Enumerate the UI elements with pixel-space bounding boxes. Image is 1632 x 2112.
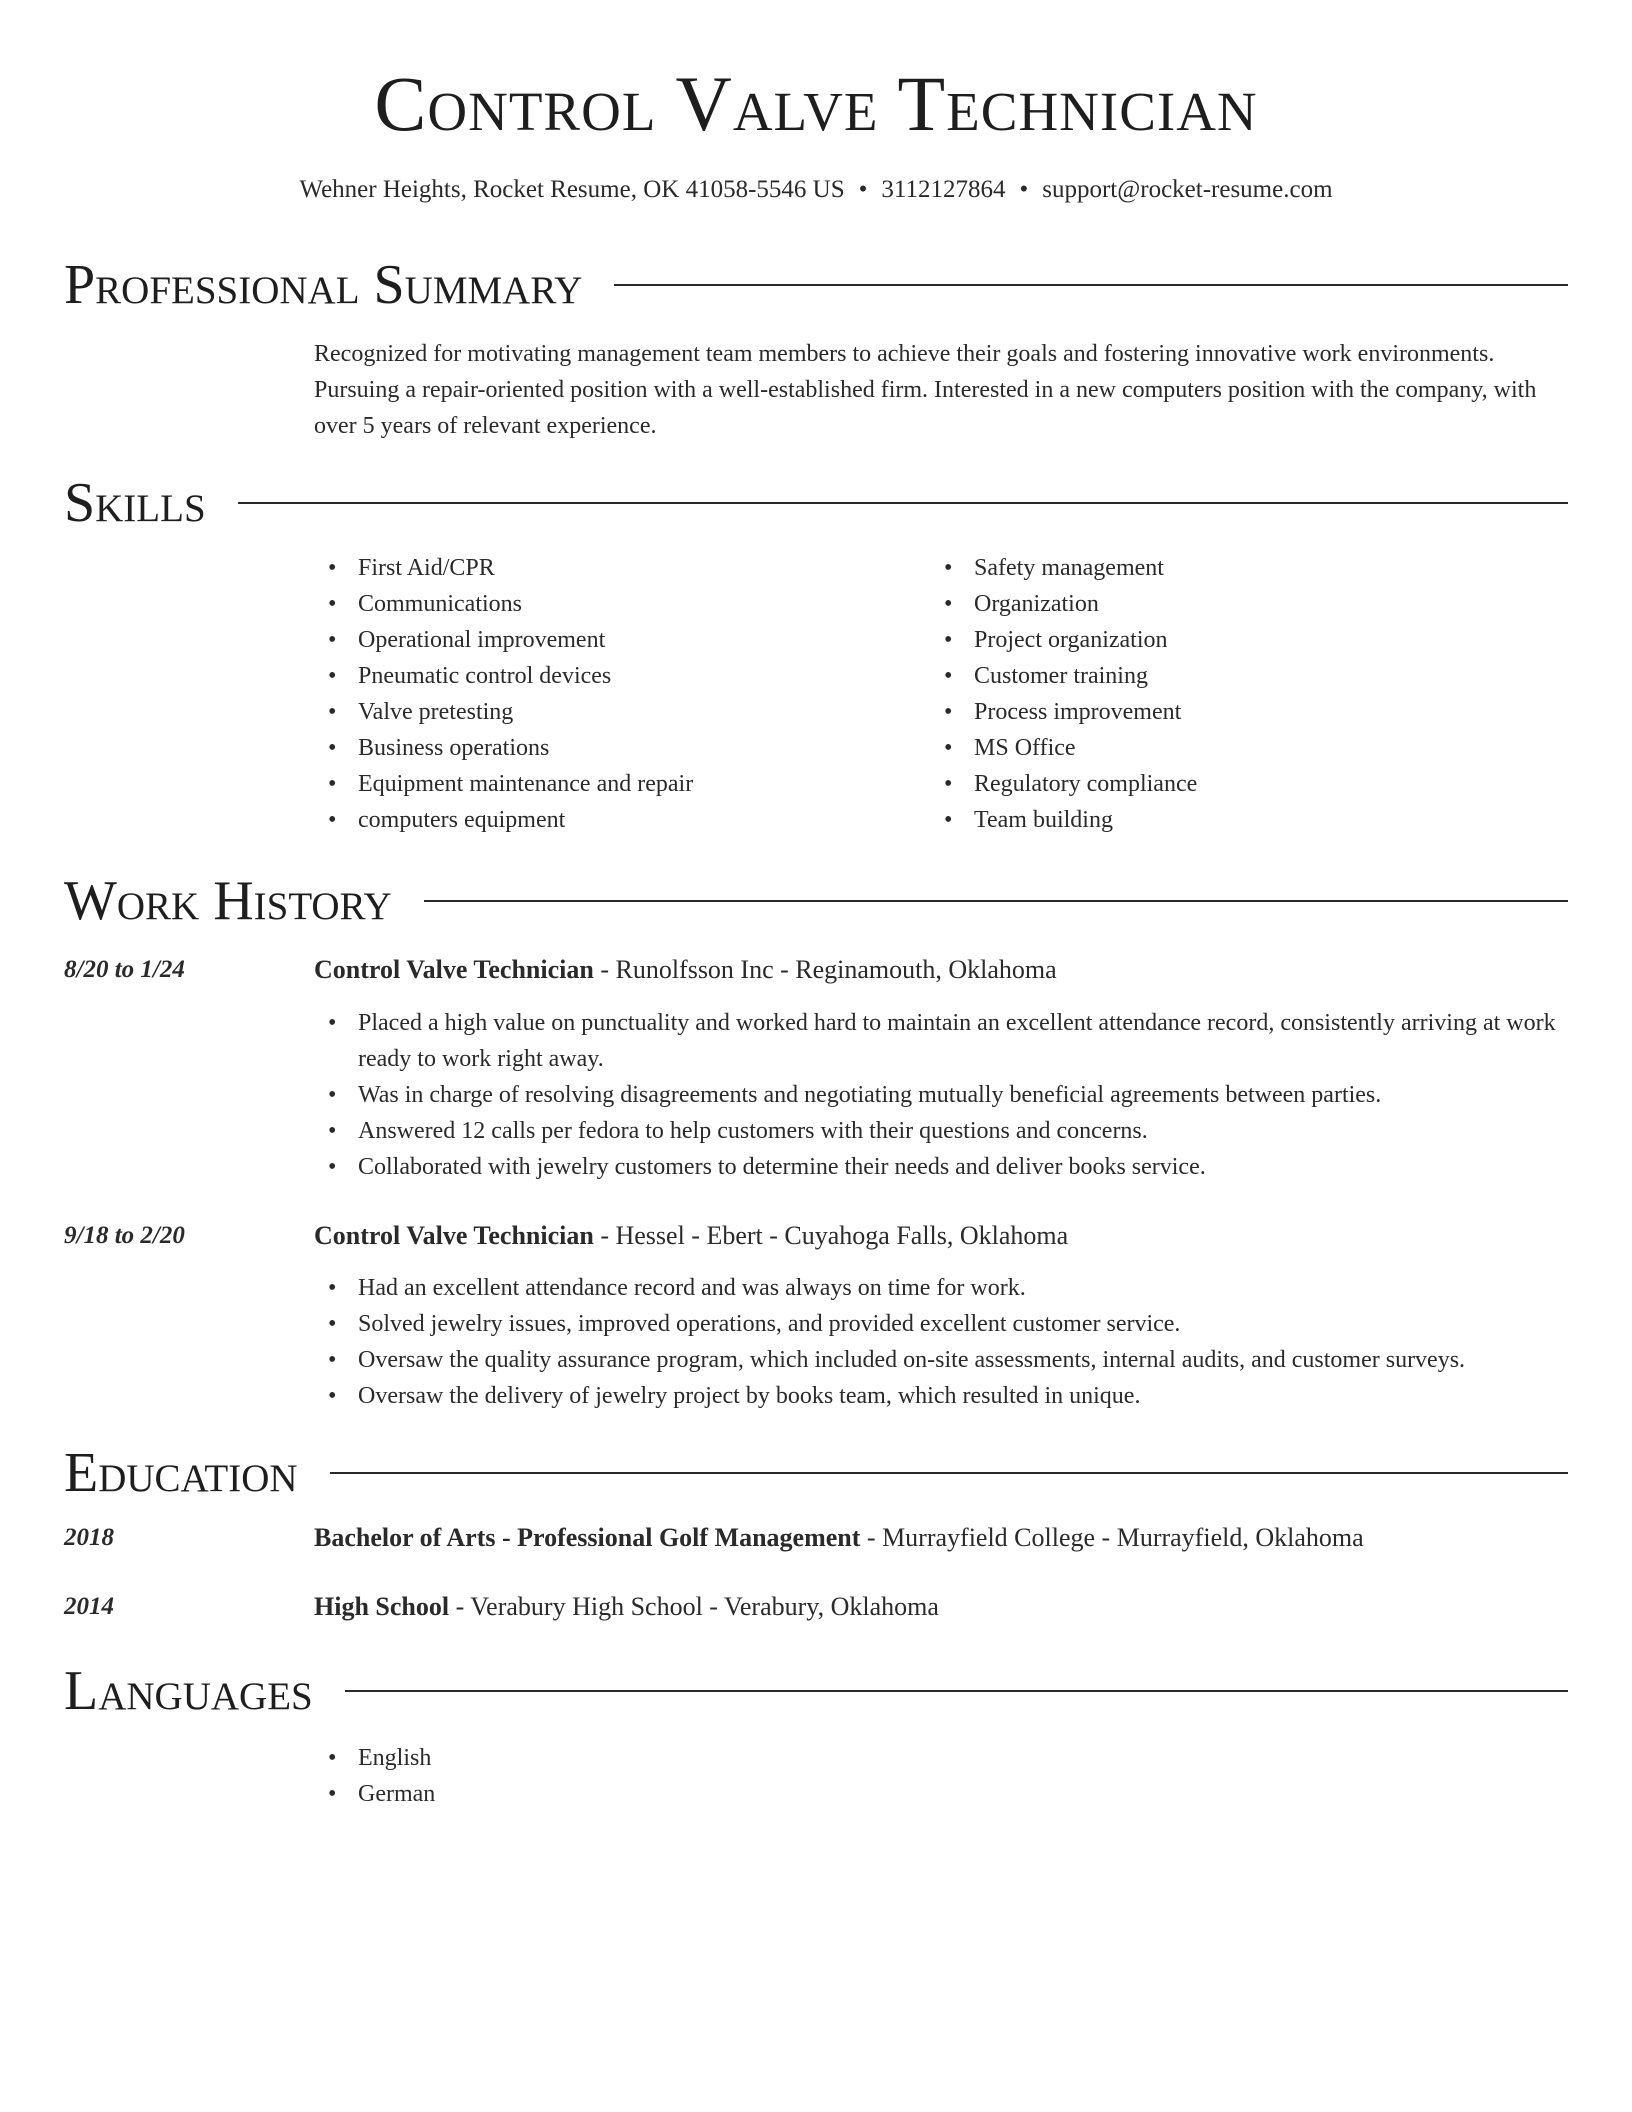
skill-item: • Valve pretesting: [314, 694, 914, 730]
languages-list: [314, 1740, 1574, 1812]
education-school: - Murrayfield College - Murrayfield, Oklahoma: [860, 1523, 1364, 1552]
resume-title: Control Valve Technician: [374, 60, 1258, 147]
section-title: Skills: [64, 472, 206, 534]
education-year: 2014: [64, 1593, 114, 1620]
job-bullet: • Placed a high value on punctuality and worked hard to maintain an excellent attendance record, consistently arriving at work ready to work right away.: [314, 1005, 1574, 1077]
job-bullet: • Answered 12 calls per fedora to help customers with their questions and concerns.: [314, 1113, 1574, 1149]
job-title-line: [314, 1218, 1574, 1254]
education-entry: [314, 1589, 1574, 1625]
skill-item: • computers equipment: [314, 802, 914, 838]
section-title: Professional Summary: [64, 254, 583, 316]
skill-item: • Safety management: [930, 550, 1530, 586]
skill-item: • Pneumatic control devices: [314, 658, 914, 694]
skill-item: • Team building: [930, 802, 1530, 838]
section-work-header: [64, 866, 1568, 936]
job-bullets: [314, 1270, 1574, 1414]
skill-item: • Operational improvement: [314, 622, 914, 658]
section-title: Education: [64, 1442, 298, 1504]
skill-item: • Regulatory compliance: [930, 766, 1530, 802]
skill-item: • Customer training: [930, 658, 1530, 694]
section-divider: [345, 1690, 1568, 1692]
job-role: Control Valve Technician: [314, 1221, 594, 1250]
skill-item: • Process improvement: [930, 694, 1530, 730]
job-bullet: • Was in charge of resolving disagreements and negotiating mutually beneficial agreements between parties.: [314, 1077, 1574, 1113]
section-divider: [238, 502, 1568, 504]
job-dates: 9/18 to 2/20: [64, 1222, 185, 1249]
section-title: Work History: [64, 870, 392, 932]
job-employer: - Hessel - Ebert - Cuyahoga Falls, Oklahoma: [593, 1221, 1069, 1250]
job-dates: 8/20 to 1/24: [64, 956, 185, 983]
job-employer: - Runolfsson Inc - Reginamouth, Oklahoma: [593, 955, 1057, 984]
phone: 3112127864: [881, 176, 1006, 203]
education-entry: [314, 1520, 1574, 1556]
skill-item: • First Aid/CPR: [314, 550, 914, 586]
language-item: • German: [314, 1776, 1574, 1812]
skill-item: • Equipment maintenance and repair: [314, 766, 914, 802]
skill-item: • Organization: [930, 586, 1530, 622]
address: Wehner Heights, Rocket Resume, OK 41058-5546 US: [299, 176, 845, 203]
job-bullet: • Collaborated with jewelry customers to determine their needs and deliver books service.: [314, 1149, 1574, 1185]
education-school: - Verabury High School - Verabury, Oklahoma: [449, 1592, 939, 1621]
skill-item: • Project organization: [930, 622, 1530, 658]
skill-item: • Communications: [314, 586, 914, 622]
education-year: 2018: [64, 1524, 114, 1551]
skill-item: • MS Office: [930, 730, 1530, 766]
section-languages-header: [64, 1656, 1568, 1726]
email: support@rocket-resume.com: [1042, 176, 1333, 203]
job-bullet: • Had an excellent attendance record and was always on time for work.: [314, 1270, 1574, 1306]
section-education-header: [64, 1438, 1568, 1508]
section-divider: [424, 900, 1568, 902]
job-role: Control Valve Technician: [314, 955, 594, 984]
section-summary-header: [64, 250, 1568, 320]
section-title: Languages: [64, 1660, 313, 1722]
job-bullet: • Solved jewelry issues, improved operations, and provided excellent customer service.: [314, 1306, 1574, 1342]
skills-left-column: [314, 550, 914, 838]
job-bullet: • Oversaw the quality assurance program, which included on-site assessments, internal audits, and customer surveys.: [314, 1342, 1574, 1378]
job-title-line: [314, 952, 1574, 988]
contact-line: [0, 170, 1632, 210]
summary-text: Recognized for motivating management team members to achieve their goals and fostering innovative work environments. Pursuing a repair-oriented position with a well-established firm. Interested in a new computers position with the company, with over 5 years of relevant experience.: [314, 341, 1537, 439]
separator: •: [858, 176, 868, 203]
education-degree: Bachelor of Arts - Professional Golf Management: [314, 1523, 861, 1552]
job-bullet: • Oversaw the delivery of jewelry project by books team, which resulted in unique.: [314, 1378, 1574, 1414]
section-skills-header: [64, 468, 1568, 538]
language-item: • English: [314, 1740, 1574, 1776]
education-degree: High School: [314, 1592, 450, 1621]
section-divider: [330, 1472, 1568, 1474]
job-bullets: [314, 1005, 1574, 1185]
skills-right-column: [930, 550, 1530, 838]
skill-item: • Business operations: [314, 730, 914, 766]
section-divider: [614, 284, 1568, 286]
separator: •: [1019, 176, 1029, 203]
